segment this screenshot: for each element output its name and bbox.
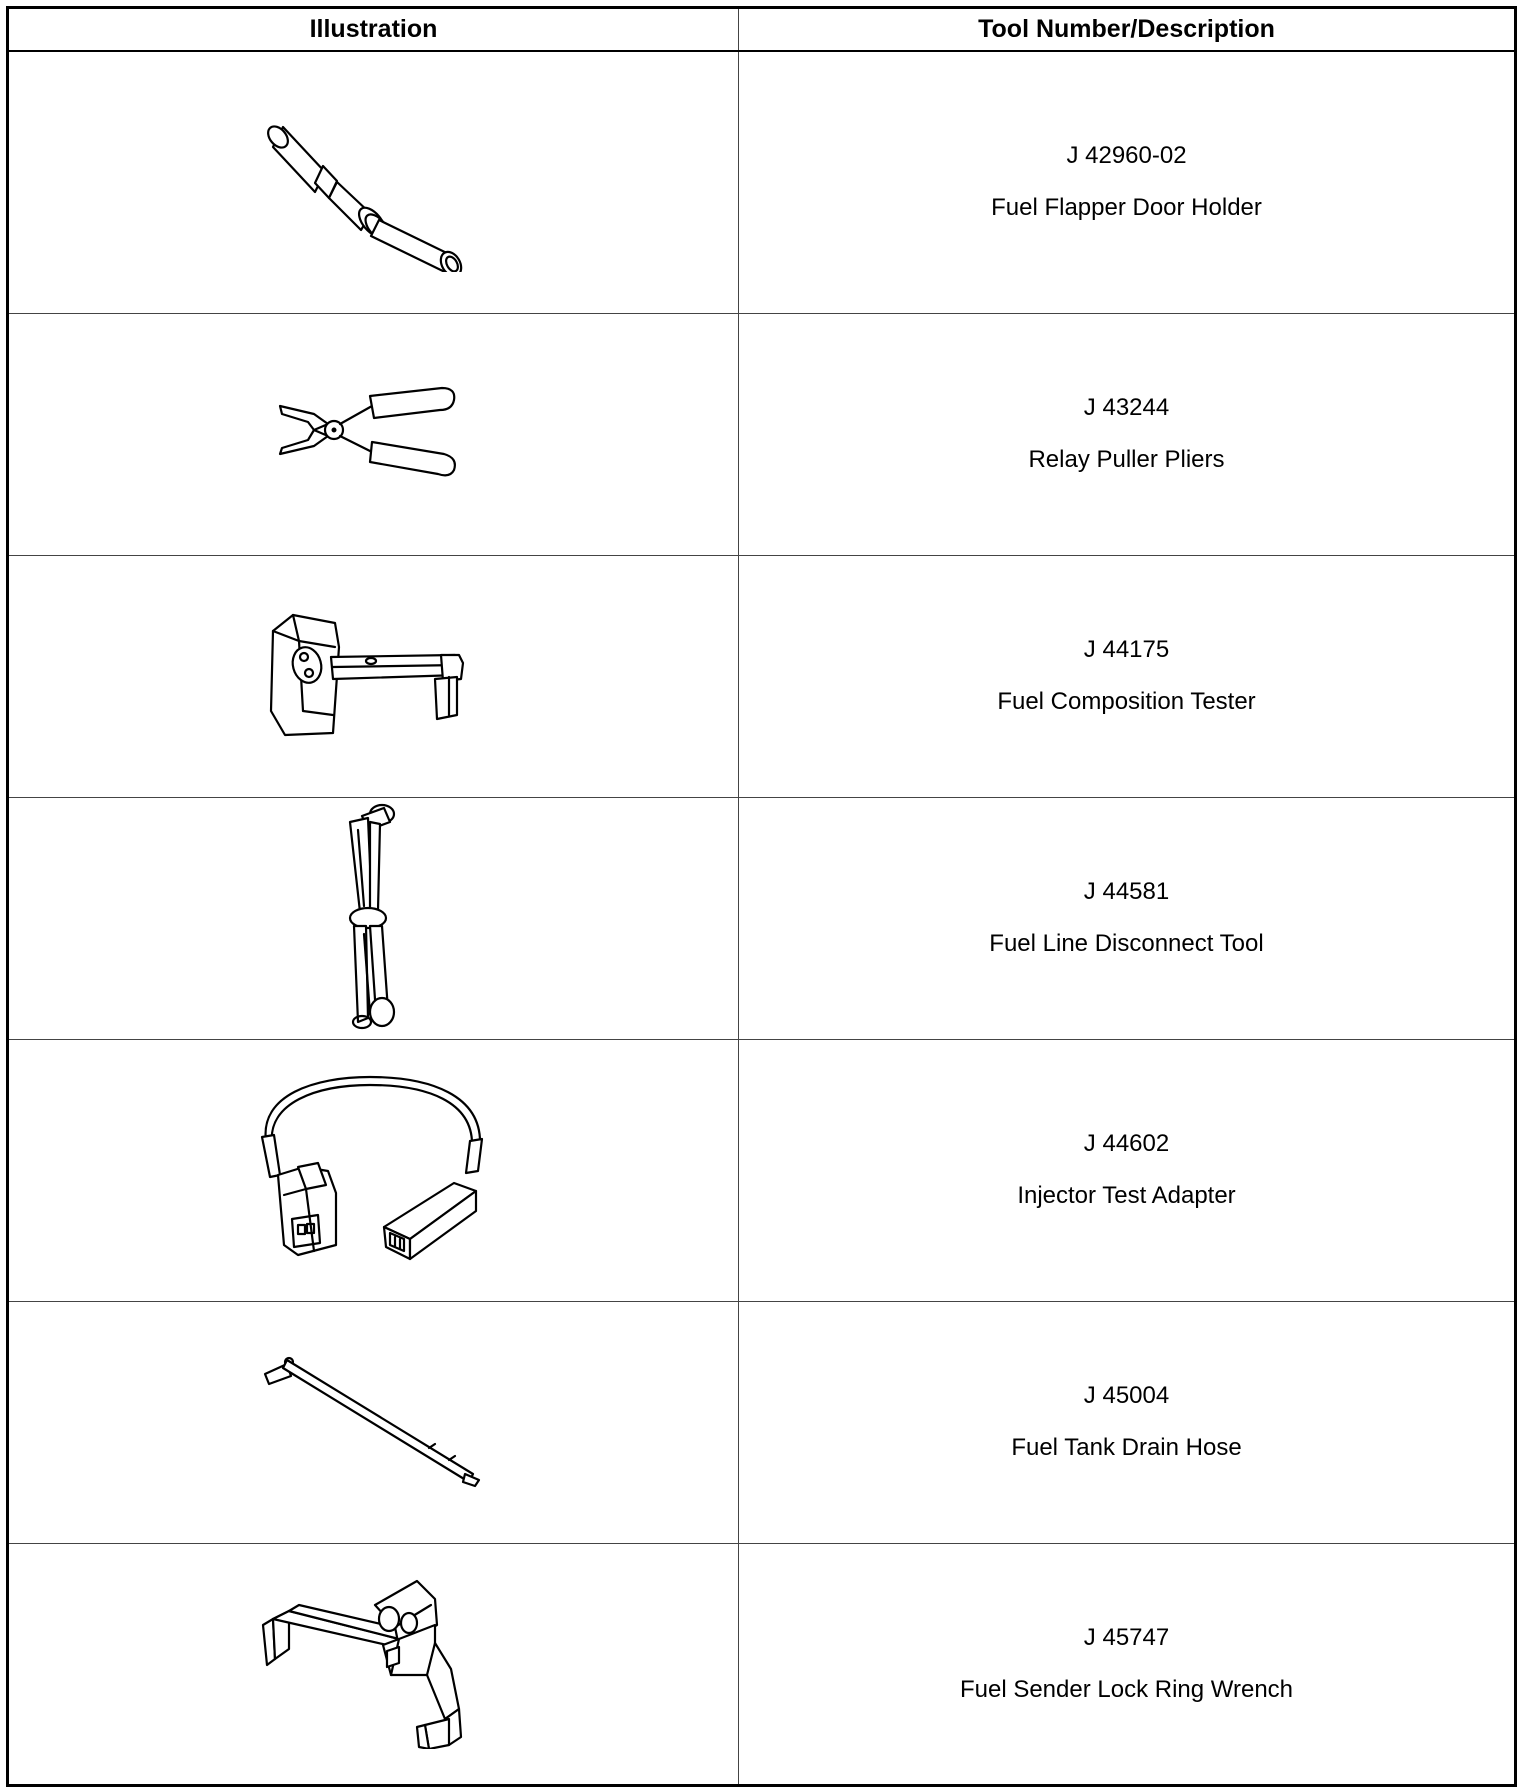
flapper-door-holder-icon (259, 92, 489, 272)
illustration-cell (8, 1301, 739, 1543)
tool-number: J 45004 (1083, 1382, 1170, 1409)
tool-column-header: Tool Number/Description (739, 8, 1516, 52)
lock-ring-wrench-icon (259, 1579, 489, 1749)
illustration-cell (8, 51, 739, 313)
tool-description: Fuel Line Disconnect Tool (989, 930, 1264, 957)
table-row (8, 1301, 1516, 1543)
illustration-cell (8, 1039, 739, 1301)
tool-description: Relay Puller Pliers (1028, 446, 1225, 473)
tool-description: Fuel Flapper Door Holder (991, 194, 1262, 222)
tool-description: Fuel Sender Lock Ring Wrench (959, 1675, 1294, 1703)
tool-number: J 43244 (1083, 394, 1170, 421)
table-header-row (8, 8, 1516, 52)
tool-info-cell (739, 1301, 1516, 1543)
illustration-cell (8, 313, 739, 555)
tool-info-cell (739, 313, 1516, 555)
fuel-composition-tester-icon (259, 611, 489, 741)
tool-number: J 45747 (1083, 1623, 1170, 1651)
tool-info-cell (739, 555, 1516, 797)
special-tools-table (6, 6, 1517, 1787)
tool-description: Injector Test Adapter (1017, 1182, 1236, 1209)
illustration-cell (8, 1543, 739, 1785)
relay-puller-pliers-icon (274, 384, 474, 484)
tool-info-cell (739, 797, 1516, 1039)
tool-number: J 44175 (1083, 636, 1170, 663)
table-row (8, 1039, 1516, 1301)
illustration-cell (8, 555, 739, 797)
tool-number: J 44581 (1083, 878, 1170, 905)
illustration-cell (8, 797, 739, 1039)
table-row (8, 797, 1516, 1039)
tool-description: Fuel Composition Tester (997, 688, 1256, 715)
injector-test-adapter-icon (254, 1075, 494, 1265)
tool-info-cell (739, 1543, 1516, 1785)
tool-number: J 42960-02 (1066, 142, 1187, 170)
tool-number: J 44602 (1083, 1130, 1170, 1157)
fuel-line-disconnect-tool-icon (324, 800, 424, 1036)
tool-info-cell (739, 1039, 1516, 1301)
fuel-tank-drain-hose-icon (259, 1352, 489, 1492)
tool-info-cell (739, 51, 1516, 313)
table-row (8, 555, 1516, 797)
table-row (8, 1543, 1516, 1785)
table-row (8, 313, 1516, 555)
illustration-column-header: Illustration (8, 8, 739, 52)
table-row (8, 51, 1516, 313)
tool-description: Fuel Tank Drain Hose (1011, 1434, 1242, 1461)
